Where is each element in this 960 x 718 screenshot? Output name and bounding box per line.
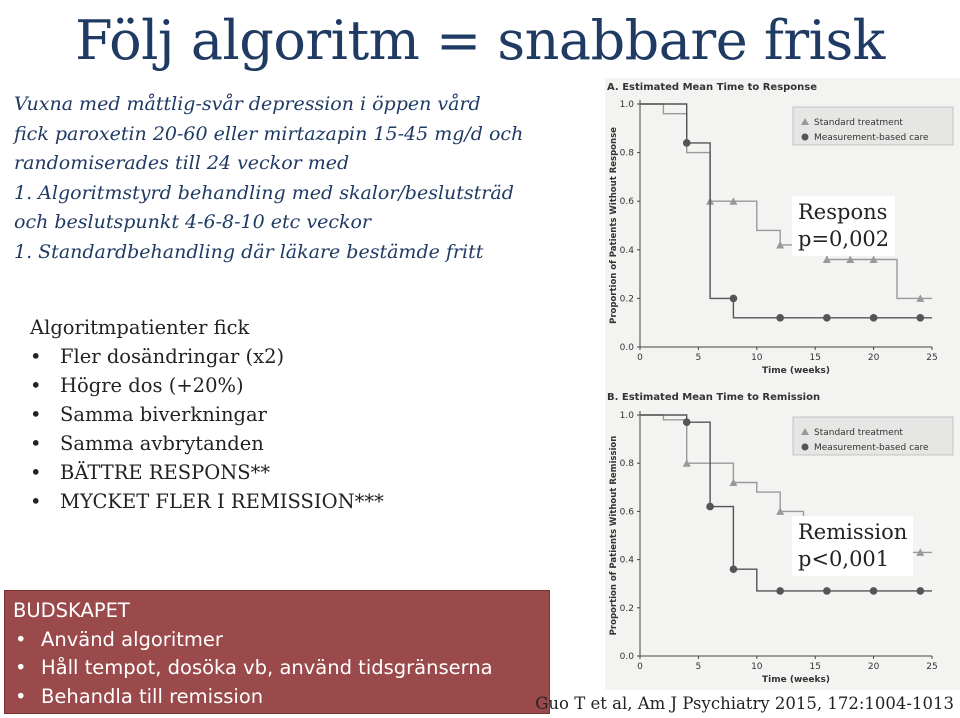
chart-title: B. Estimated Mean Time to Remission (607, 392, 821, 403)
findings-list (30, 313, 550, 516)
y-axis-label: Proportion of Patients Without Response (609, 127, 619, 324)
y-tick-label: 0.2 (619, 603, 634, 614)
x-tick-label: 20 (867, 662, 880, 672)
y-tick-label: 0.8 (619, 459, 634, 470)
circle-marker (683, 139, 691, 147)
slide-title: Följ algoritm = snabbare frisk (75, 9, 885, 72)
y-tick-label: 0.0 (619, 343, 634, 353)
remission-pvalue: p<0,001 (798, 547, 890, 571)
key-message-box (4, 590, 550, 714)
y-tick-label: 1.0 (619, 100, 634, 110)
legend-circle-icon (802, 444, 809, 451)
key-message-item: • Behandla till remission (13, 683, 549, 712)
legend-label: Measurement-based care (814, 133, 929, 143)
intro-line: Vuxna med måttlig-svår depression i öppen vård (14, 93, 481, 115)
finding-item: • Fler dosändringar (x2) (30, 342, 550, 371)
y-tick-label: 0.6 (619, 507, 634, 518)
findings-heading: Algoritmpatienter fick (30, 316, 250, 339)
circle-marker (776, 314, 784, 322)
remission-label: Remission (798, 520, 908, 544)
circle-marker (823, 587, 831, 595)
response-overlay (792, 196, 895, 256)
citation: Guo T et al, Am J Psychiatry 2015, 172:1004-1013 (535, 694, 954, 713)
intro-line: och beslutspunkt 4-6-8-10 etc veckor (14, 211, 371, 233)
finding-item: • MYCKET FLER I REMISSION*** (30, 487, 550, 516)
remission-overlay (792, 516, 913, 576)
y-tick-label: 0.6 (619, 197, 634, 208)
x-tick-label: 10 (751, 662, 763, 672)
y-tick-label: 0.4 (619, 555, 634, 566)
intro-line: fick paroxetin 20-60 eller mirtazapin 15-45 mg/d och (14, 122, 524, 145)
finding-item: • BÄTTRE RESPONS** (30, 458, 550, 487)
kaplan-meier-figure (605, 78, 960, 690)
y-tick-label: 0.0 (619, 652, 634, 662)
x-tick-label: 25 (926, 662, 938, 672)
y-tick-label: 0.8 (619, 148, 634, 159)
chart-title: A. Estimated Mean Time to Response (607, 82, 818, 93)
legend-label: Standard treatment (814, 118, 903, 128)
kaplan-meier-charts (605, 78, 960, 690)
x-tick-label: 5 (695, 662, 702, 672)
finding-item: • Högre dos (+20%) (30, 371, 550, 400)
circle-marker (683, 418, 691, 426)
intro-line: randomiserades till 24 veckor med (14, 152, 350, 174)
x-tick-label: 0 (637, 662, 643, 672)
x-tick-label: 15 (809, 353, 821, 363)
circle-marker (917, 314, 925, 322)
x-tick-label: 20 (867, 353, 880, 363)
y-tick-label: 0.2 (619, 294, 634, 305)
key-message-heading: BUDSKAPET (13, 599, 130, 622)
circle-marker (706, 503, 714, 511)
x-tick-label: 25 (926, 353, 938, 363)
finding-item: • Samma biverkningar (30, 400, 550, 429)
circle-marker (776, 587, 784, 595)
legend-circle-icon (802, 134, 809, 141)
x-tick-label: 15 (809, 662, 821, 672)
response-pvalue: p=0,002 (798, 227, 890, 251)
x-axis-label: Time (weeks) (762, 366, 830, 376)
study-description (14, 90, 574, 267)
x-tick-label: 5 (695, 353, 702, 363)
circle-marker (730, 295, 738, 303)
legend-label: Standard treatment (814, 428, 903, 438)
finding-item: • Samma avbrytanden (30, 429, 550, 458)
key-message-item: • Håll tempot, dosöka vb, använd tidsgränserna (13, 654, 549, 683)
x-axis-label: Time (weeks) (762, 675, 830, 685)
intro-line: 1. Algoritmstyrd behandling med skalor/beslutsträd (14, 181, 514, 204)
y-axis-label: Proportion of Patients Without Remission (609, 435, 619, 636)
y-tick-label: 1.0 (619, 411, 634, 421)
key-message-item: • Använd algoritmer (13, 626, 549, 655)
circle-marker (730, 565, 738, 573)
intro-line: 1. Standardbehandling där läkare bestämde fritt (14, 240, 484, 263)
y-tick-label: 0.4 (619, 245, 634, 256)
response-label: Respons (798, 200, 888, 224)
circle-marker (823, 314, 831, 322)
x-tick-label: 10 (751, 353, 763, 363)
circle-marker (870, 314, 878, 322)
x-tick-label: 0 (637, 353, 643, 363)
circle-marker (917, 587, 925, 595)
circle-marker (870, 587, 878, 595)
legend-label: Measurement-based care (814, 443, 929, 453)
